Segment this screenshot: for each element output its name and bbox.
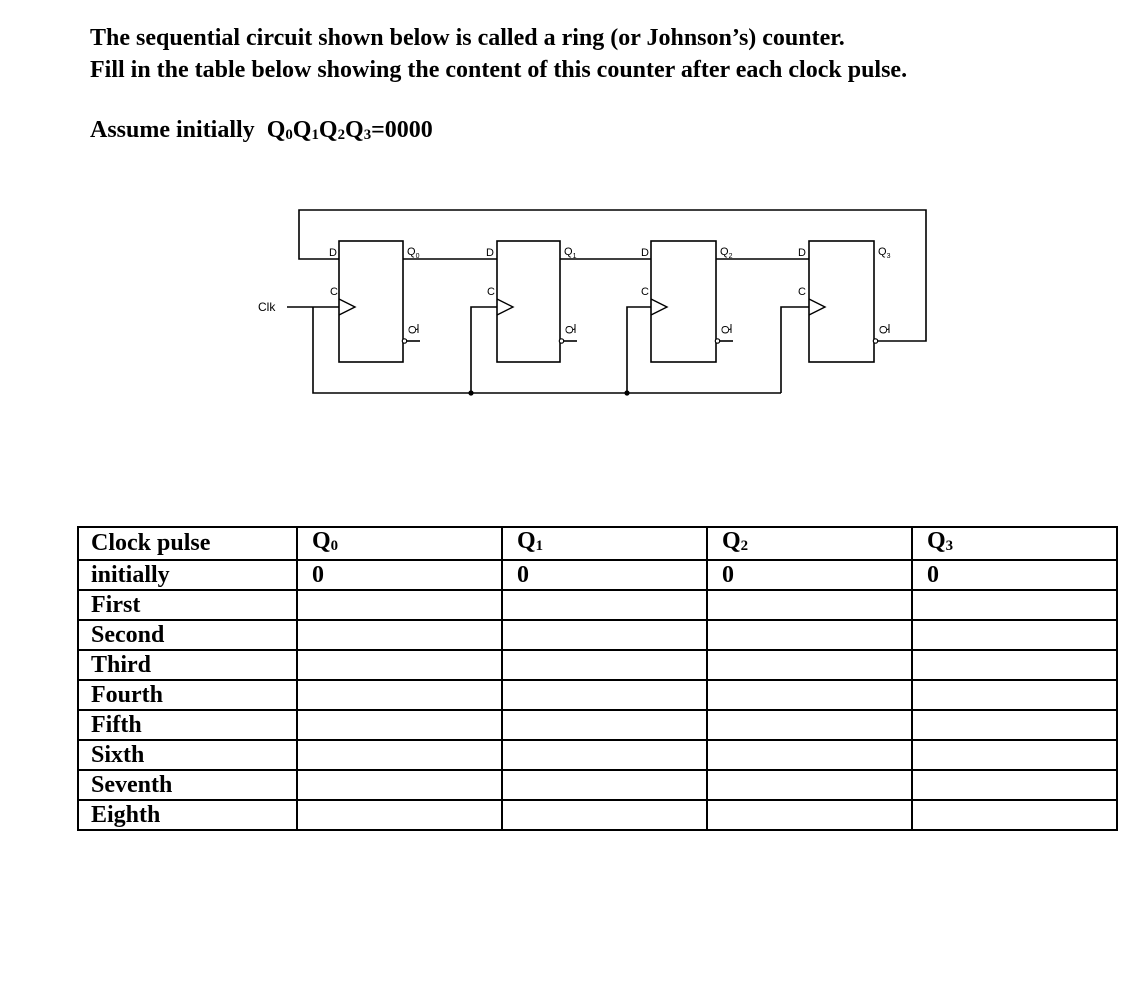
table-row [78, 710, 1117, 740]
ff0-qbar-label: Q [407, 325, 419, 334]
row-label: Fifth [78, 710, 297, 740]
initial-q3: $Q_3$ [345, 117, 372, 143]
q0-cell[interactable] [297, 680, 502, 710]
ff1-qbar-label: Q [564, 325, 576, 334]
table-row [78, 650, 1117, 680]
initial-q1: $Q_1$ [292, 117, 319, 143]
flipflop-0-body [339, 241, 403, 362]
clock-label: Clk [258, 300, 276, 314]
initial-q2: $Q_2$ [318, 117, 346, 143]
table-header-row [78, 527, 1117, 560]
q2-cell[interactable] [707, 800, 912, 830]
q0-cell[interactable] [297, 590, 502, 620]
problem-statement-line-2: Fill in the table below showing the content of this counter after each clock pulse. [90, 57, 908, 83]
q2-cell[interactable] [707, 770, 912, 800]
q3-cell[interactable] [912, 650, 1117, 680]
q0-cell[interactable] [297, 740, 502, 770]
table-row [78, 800, 1117, 830]
q2-cell[interactable] [707, 740, 912, 770]
q0-cell: 0 [297, 560, 502, 590]
row-label: Third [78, 650, 297, 680]
flipflop-1-body [497, 241, 560, 362]
q3-cell: 0 [912, 560, 1117, 590]
clock-wire-ff1 [471, 307, 497, 393]
q0-cell[interactable] [297, 710, 502, 740]
problem-statement-line-1: The sequential circuit shown below is called a ring (or Johnson’s) counter. [90, 25, 845, 51]
q3-cell[interactable] [912, 620, 1117, 650]
table-row [78, 680, 1117, 710]
ff1-q-label: $Q_1$ [564, 246, 577, 260]
row-label: Eighth [78, 800, 297, 830]
table-row [78, 560, 1117, 590]
ff2-c-label: C [641, 286, 649, 298]
q1-cell[interactable] [502, 800, 707, 830]
ff2-qbar-label: Q [720, 325, 732, 334]
q1-cell[interactable] [502, 770, 707, 800]
q2-cell[interactable] [707, 680, 912, 710]
q3-cell[interactable] [912, 740, 1117, 770]
row-label: initially [78, 560, 297, 590]
q3-cell[interactable] [912, 710, 1117, 740]
q2-cell[interactable] [707, 650, 912, 680]
flipflop-2-body [651, 241, 716, 362]
q1-cell[interactable] [502, 710, 707, 740]
q2-cell[interactable] [707, 710, 912, 740]
ff1-d-label: D [486, 247, 494, 259]
table-row [78, 590, 1117, 620]
clock-wire-ff2 [627, 307, 651, 393]
header-q2: $Q_2$ [707, 527, 912, 560]
clock-triangles [339, 299, 825, 315]
q1-cell[interactable] [502, 740, 707, 770]
q0-cell[interactable] [297, 620, 502, 650]
row-label: Fourth [78, 680, 297, 710]
row-label: First [78, 590, 297, 620]
counter-state-table [77, 526, 1118, 831]
q0-cell[interactable] [297, 800, 502, 830]
header-q3: $Q_3$ [912, 527, 1117, 560]
flipflop-3-body [809, 241, 874, 362]
ff2-q-label: $Q_2$ [720, 246, 733, 260]
q3-cell[interactable] [912, 770, 1117, 800]
initial-state-line [90, 115, 433, 150]
q0-cell[interactable] [297, 770, 502, 800]
ff3-c-label: C [798, 286, 806, 298]
row-label: Sixth [78, 740, 297, 770]
clock-wire-ff3 [781, 307, 809, 393]
ff0-q-label: $Q_0$ [407, 246, 420, 260]
q3-cell[interactable] [912, 680, 1117, 710]
q2-cell: 0 [707, 560, 912, 590]
q1-cell: 0 [502, 560, 707, 590]
ff3-qbar-label: Q [878, 325, 890, 334]
ff3-q-label: $Q_3$ [878, 246, 891, 260]
row-label: Seventh [78, 770, 297, 800]
table-row [78, 740, 1117, 770]
ff2-d-label: D [641, 247, 649, 259]
q0-cell[interactable] [297, 650, 502, 680]
q3-cell[interactable] [912, 800, 1117, 830]
q2-cell[interactable] [707, 590, 912, 620]
ff3-d-label: D [798, 247, 806, 259]
q1-cell[interactable] [502, 590, 707, 620]
ff0-d-label: D [329, 247, 337, 259]
header-clock-pulse: Clock pulse [78, 527, 297, 560]
initial-q0: $Q_0$ [266, 117, 293, 143]
q2-cell[interactable] [707, 620, 912, 650]
q1-cell[interactable] [502, 650, 707, 680]
q3-cell[interactable] [912, 590, 1117, 620]
table-row [78, 620, 1117, 650]
q1-cell[interactable] [502, 680, 707, 710]
table-row [78, 770, 1117, 800]
johnson-counter-circuit-diagram [250, 200, 940, 410]
ff1-c-label: C [487, 286, 495, 298]
header-q0: $Q_0$ [297, 527, 502, 560]
ff0-c-label: C [330, 286, 338, 298]
header-q1: $Q_1$ [502, 527, 707, 560]
qbar-bubbles [402, 339, 877, 343]
q1-cell[interactable] [502, 620, 707, 650]
initial-value: =0000 [371, 117, 433, 143]
row-label: Second [78, 620, 297, 650]
assume-label: Assume initially [90, 117, 255, 143]
